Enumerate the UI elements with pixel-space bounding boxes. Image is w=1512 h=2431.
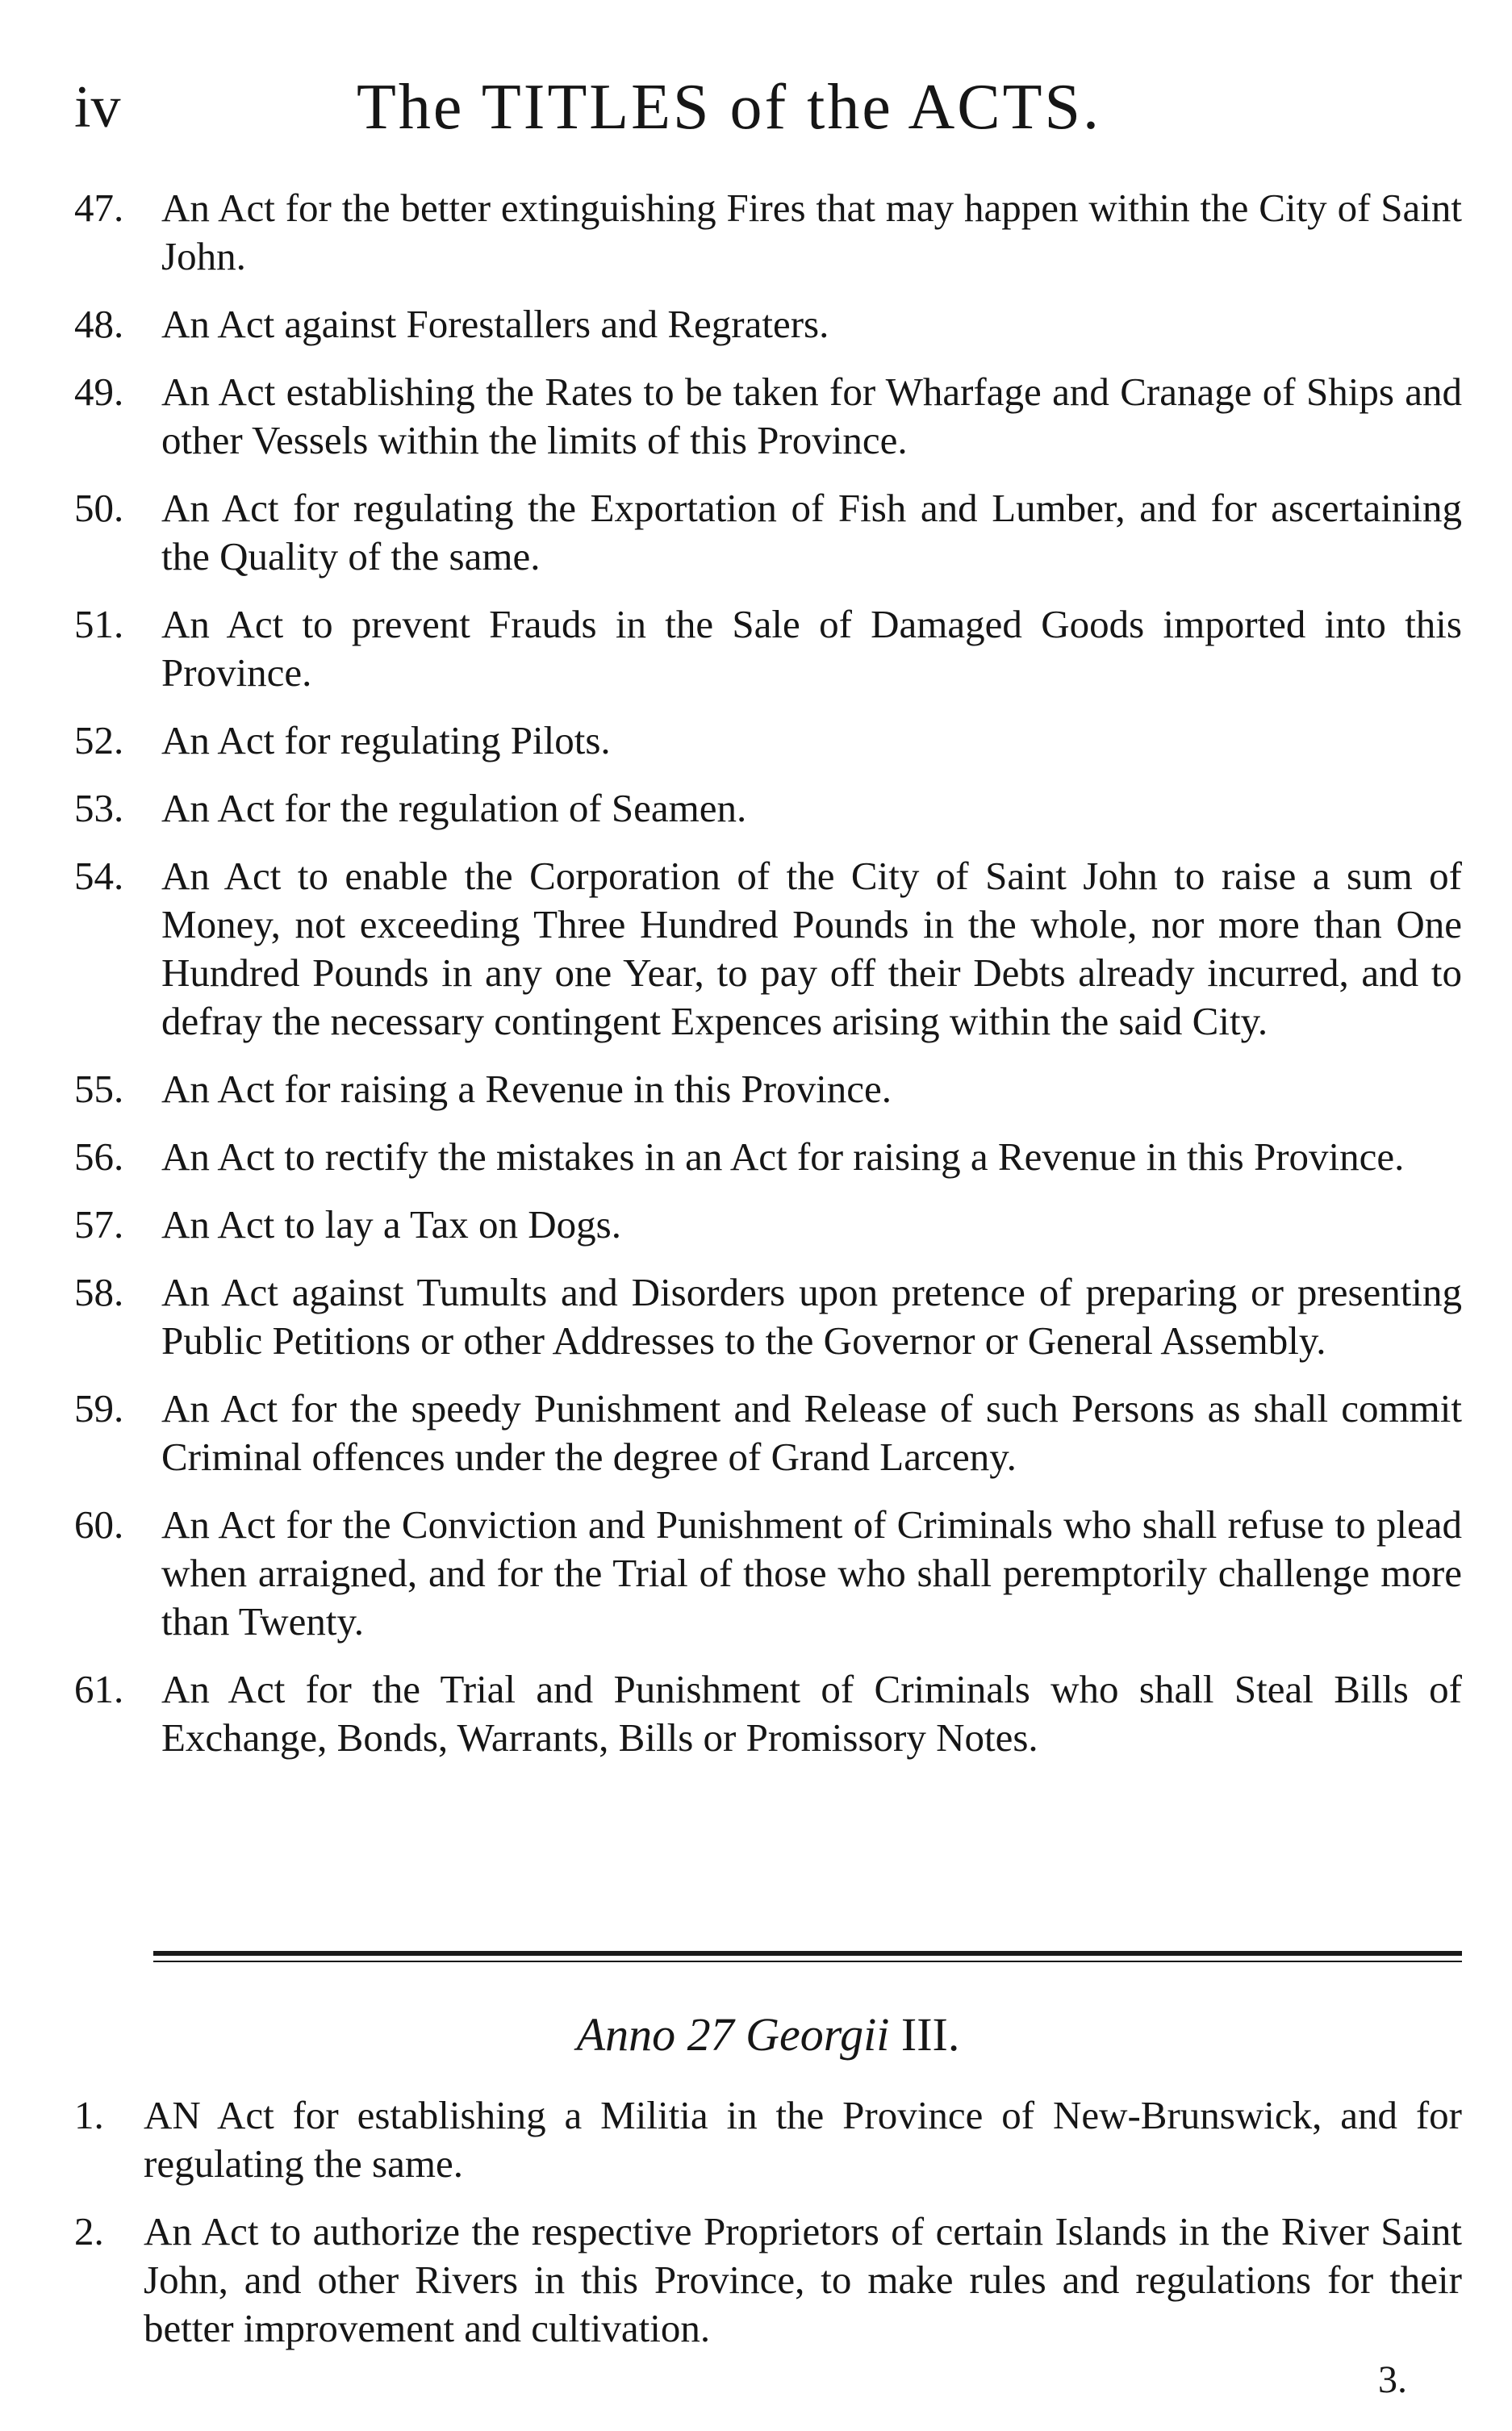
act-entry bbox=[74, 184, 1462, 281]
page-number: iv bbox=[74, 74, 121, 140]
act-title: An Act for the Conviction and Punishment of Criminals who shall refuse to plead when arraigned, and for the Trial of those who shall peremptorily challenge more than Twenty. bbox=[161, 1502, 1462, 1644]
act-title: An Act for regulating the Exportation of Fish and Lumber, and for ascertaining the Quality of the same. bbox=[161, 486, 1462, 579]
section-divider-thick bbox=[153, 1951, 1462, 1956]
section-divider-thin bbox=[153, 1961, 1462, 1962]
act-number: 51. bbox=[74, 602, 124, 646]
act-number: 49. bbox=[74, 370, 124, 414]
act-entry bbox=[74, 1065, 1462, 1113]
act-title: An Act for the better extinguishing Fires that may happen within the City of Saint John. bbox=[161, 186, 1462, 278]
act-number: 54. bbox=[74, 854, 124, 898]
act-number: 56. bbox=[74, 1134, 124, 1179]
act-entry bbox=[74, 368, 1462, 465]
act-entry bbox=[74, 716, 1462, 765]
act-entry bbox=[74, 852, 1462, 1046]
act-entry bbox=[74, 1133, 1462, 1181]
act-number: 59. bbox=[74, 1386, 124, 1431]
act-entry bbox=[74, 1501, 1462, 1646]
act-number: 60. bbox=[74, 1502, 124, 1547]
act-title: An Act for the speedy Punishment and Release of such Persons as shall commit Criminal offences under the degree of Grand Larceny. bbox=[161, 1386, 1462, 1479]
act-title: An Act for raising a Revenue in this Province. bbox=[161, 1067, 892, 1111]
act-number: 57. bbox=[74, 1202, 124, 1247]
section-heading bbox=[74, 2004, 1462, 2066]
act-number: 61. bbox=[74, 1667, 124, 1711]
act-title: An Act to authorize the respective Proprietors of certain Islands in the River Saint John, and other Rivers in this Province, to make rules and regulations for their better improvement and cultivation. bbox=[144, 2209, 1462, 2350]
catchword: 3. bbox=[1378, 2358, 1407, 2401]
act-number: 55. bbox=[74, 1067, 124, 1111]
act-number: 58. bbox=[74, 1270, 124, 1314]
running-title: The TITLES of the ACTS. bbox=[357, 72, 1101, 143]
act-number: 1. bbox=[74, 2093, 104, 2137]
act-number: 2. bbox=[74, 2209, 104, 2253]
act-title: An Act establishing the Rates to be taken for Wharfage and Cranage of Ships and other Vessels within the limits of this Province. bbox=[161, 370, 1462, 462]
act-entry bbox=[74, 2091, 1462, 2188]
act-entry bbox=[74, 784, 1462, 833]
act-entry bbox=[74, 1201, 1462, 1249]
page-header bbox=[74, 63, 1462, 152]
act-number: 47. bbox=[74, 186, 124, 230]
act-title: An Act to enable the Corporation of the City of Saint John to raise a sum of Money, not exceeding Three Hundred Pounds in the whole, nor more than One Hundred Pounds in any one Year, to pay off their Debts already incurred, and to defray the necessary contingent Expences arising within the said City. bbox=[161, 854, 1462, 1043]
act-number: 52. bbox=[74, 718, 124, 762]
act-title: An Act against Forestallers and Regraters. bbox=[161, 302, 829, 346]
act-title: An Act for regulating Pilots. bbox=[161, 718, 611, 762]
act-title: An Act to rectify the mistakes in an Act for raising a Revenue in this Province. bbox=[161, 1134, 1405, 1179]
act-entry bbox=[74, 484, 1462, 581]
act-number: 48. bbox=[74, 302, 124, 346]
act-entry bbox=[74, 600, 1462, 697]
act-entry bbox=[74, 1665, 1462, 1762]
act-title: An Act to prevent Frauds in the Sale of Damaged Goods imported into this Province. bbox=[161, 602, 1462, 695]
acts-list bbox=[74, 184, 1462, 1781]
act-title: An Act against Tumults and Disorders upon pretence of preparing or presenting Public Petitions or other Addresses to the Governor or General Assembly. bbox=[161, 1270, 1462, 1363]
act-number: 53. bbox=[74, 786, 124, 830]
act-entry bbox=[74, 1385, 1462, 1481]
act-title: AN Act for establishing a Militia in the Province of New-Brunswick, and for regulating the same. bbox=[144, 2093, 1462, 2186]
act-number: 50. bbox=[74, 486, 124, 530]
section-heading-italic: Anno 27 Georgii bbox=[576, 2008, 890, 2061]
act-entry bbox=[74, 1268, 1462, 1365]
act-title: An Act for the regulation of Seamen. bbox=[161, 786, 747, 830]
act-title: An Act to lay a Tax on Dogs. bbox=[161, 1202, 621, 1247]
section-heading-regnal: III. bbox=[900, 2008, 960, 2061]
act-title: An Act for the Trial and Punishment of Criminals who shall Steal Bills of Exchange, Bonds, Warrants, Bills or Promissory Notes. bbox=[161, 1667, 1462, 1760]
act-entry bbox=[74, 300, 1462, 349]
act-entry bbox=[74, 2208, 1462, 2353]
section-acts-list bbox=[74, 2091, 1462, 2372]
